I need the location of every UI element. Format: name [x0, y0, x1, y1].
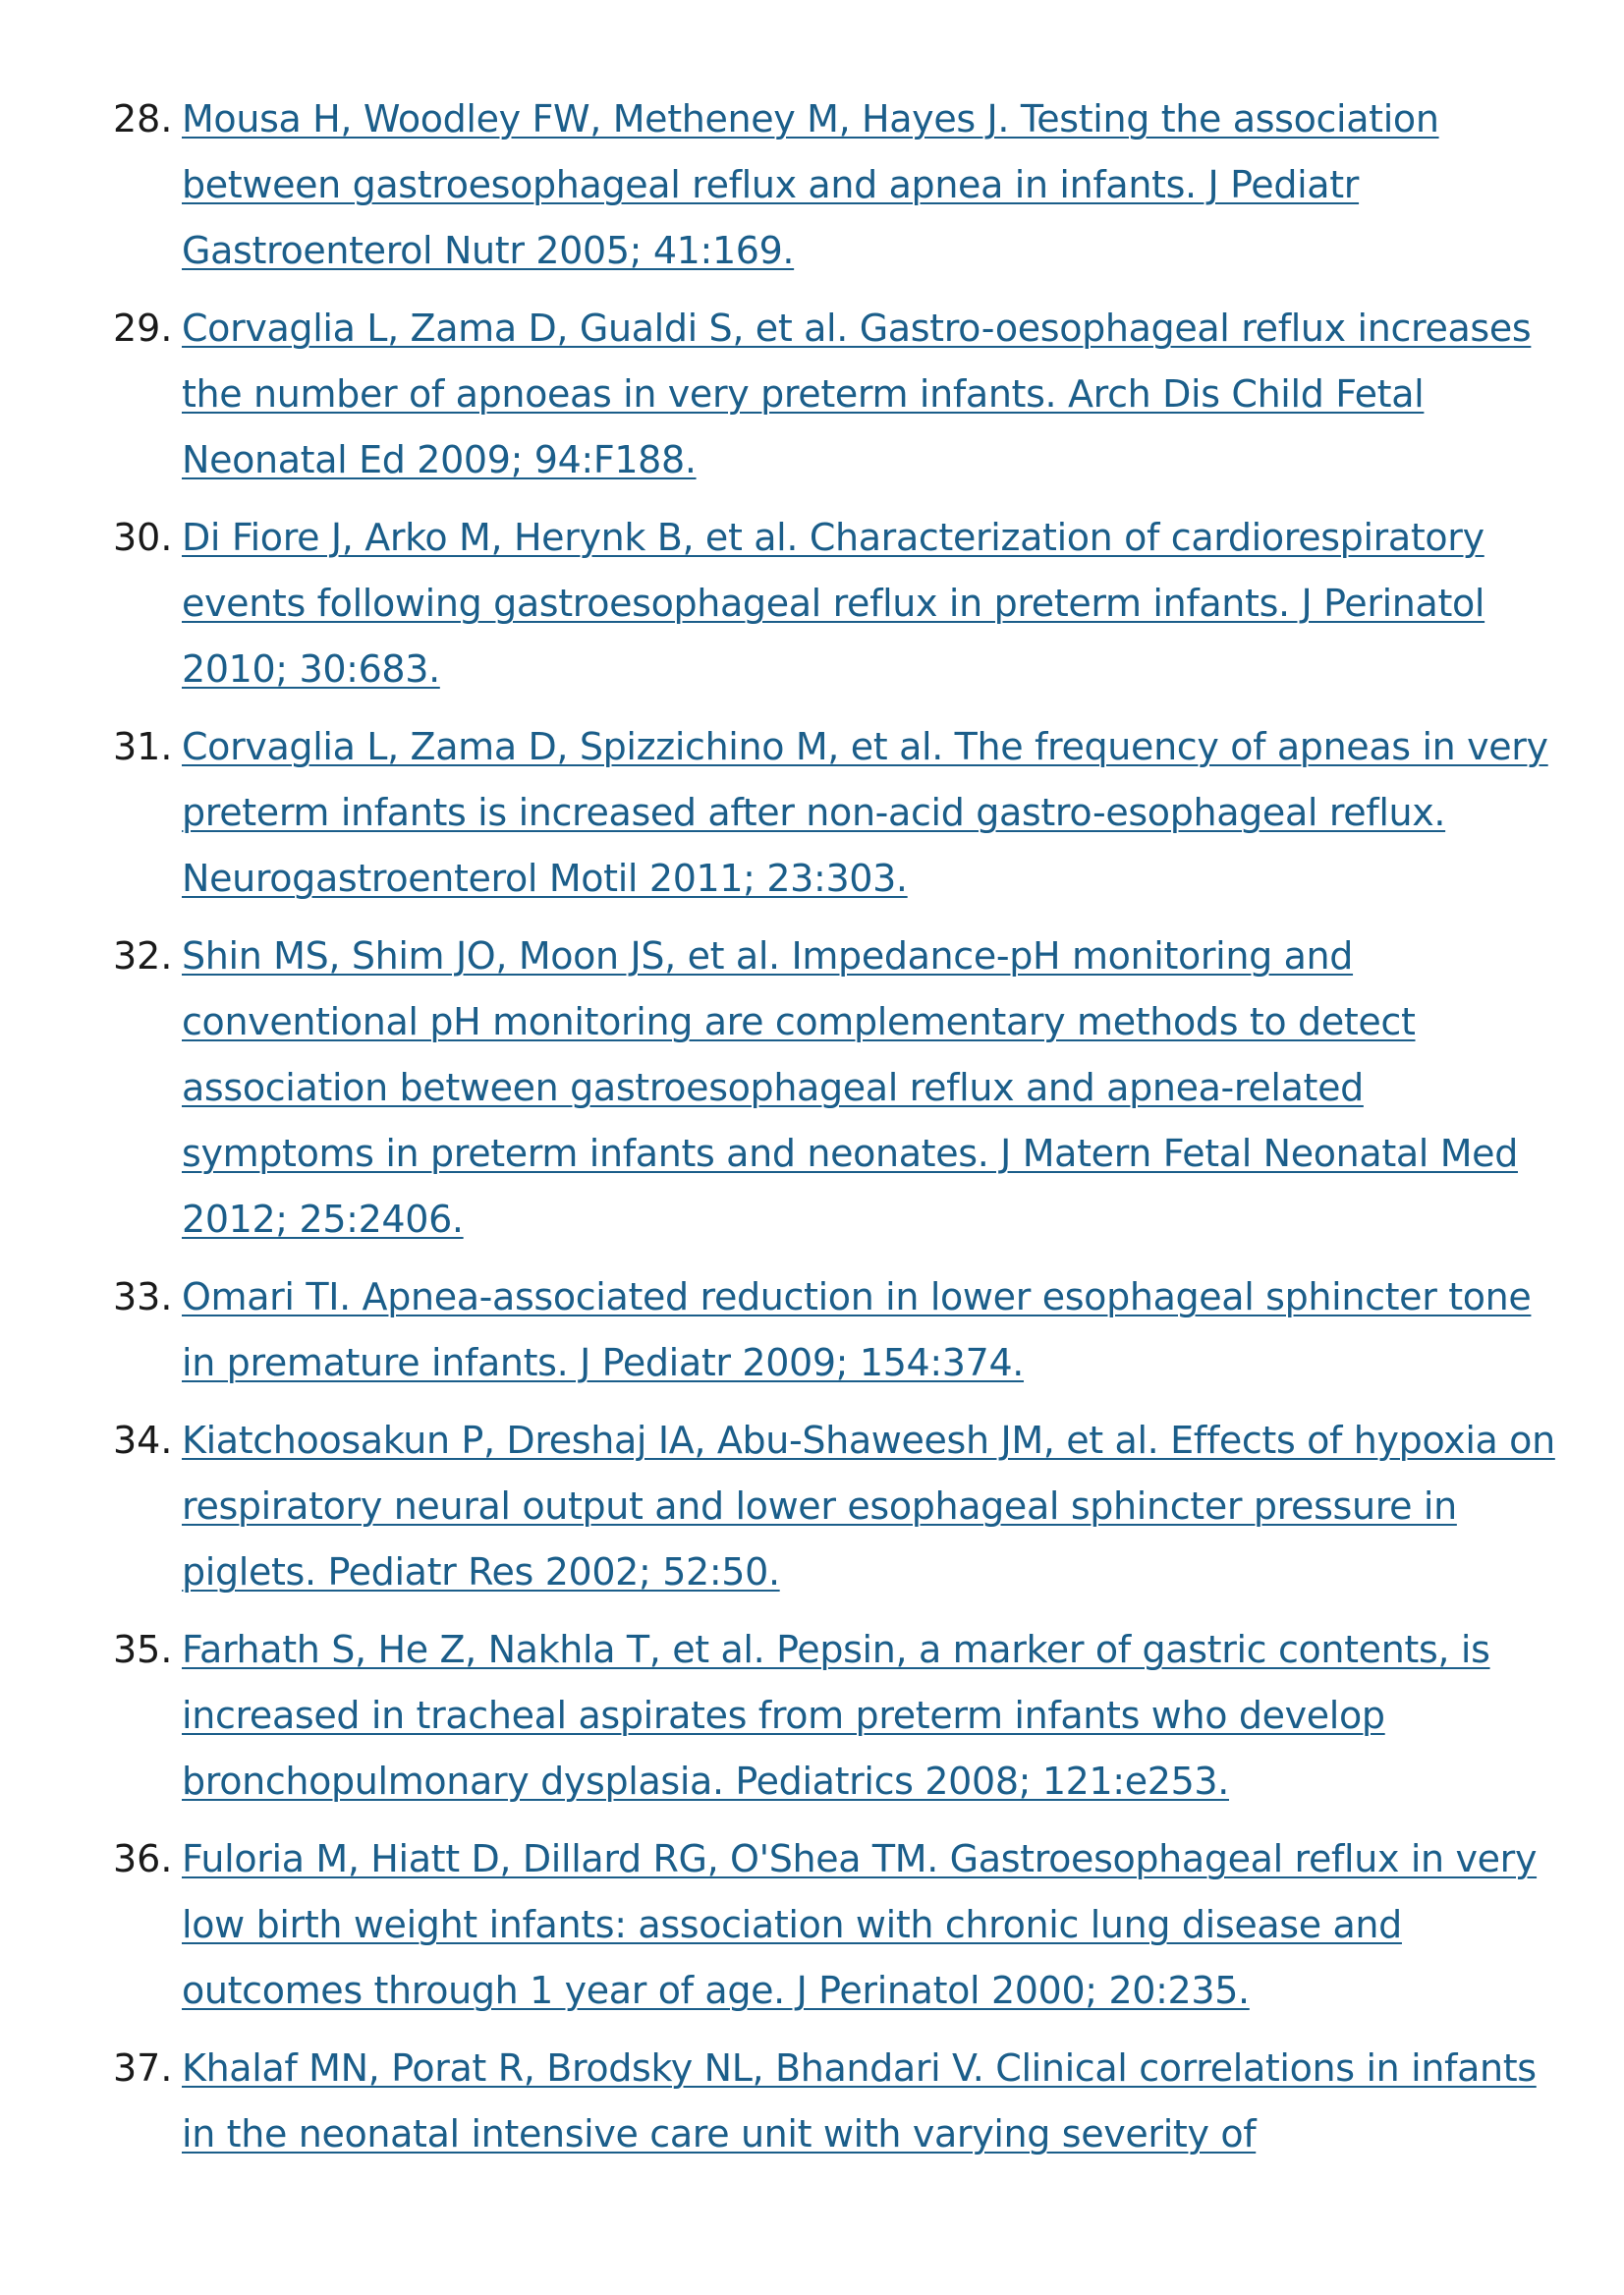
reference-number: 28.: [113, 97, 173, 140]
reference-number: 31.: [113, 725, 173, 768]
reference-link[interactable]: Corvaglia L, Zama D, Gualdi S, et al. Gastro-oesophageal reflux increases the number of apnoeas in very preterm infants. Arch Dis Child Fetal Neonatal Ed 2009; 94:F188.: [182, 307, 1532, 481]
reference-number: 33.: [113, 1275, 173, 1318]
reference-link[interactable]: Mousa H, Woodley FW, Metheney M, Hayes J. Testing the association between gastroesophageal reflux and apnea in infants. J Pediatr Gastroenterol Nutr 2005; 41:169.: [182, 97, 1439, 272]
reference-number: 29.: [113, 307, 173, 350]
reference-link[interactable]: Corvaglia L, Zama D, Spizzichino M, et al. The frequency of apneas in very preterm infants is increased after non-acid gastro-esophageal reflux. Neurogastroenterol Motil 2011; 23:303.: [182, 725, 1548, 900]
reference-item-28: [113, 86, 1557, 284]
reference-item-36: [113, 1826, 1557, 2024]
reference-item-35: [113, 1617, 1557, 1815]
reference-link[interactable]: Di Fiore J, Arko M, Herynk B, et al. Characterization of cardiorespiratory events following gastroesophageal reflux in preterm infants. J Perinatol 2010; 30:683.: [182, 516, 1485, 691]
reference-item-33: [113, 1264, 1557, 1396]
reference-number: 34.: [113, 1419, 173, 1462]
reference-number: 37.: [113, 2046, 173, 2090]
reference-link[interactable]: Shin MS, Shim JO, Moon JS, et al. Impedance-pH monitoring and conventional pH monitoring are complementary methods to detect association between gastroesophageal reflux and apnea-related symptoms in preterm infants and neonates. J Matern Fetal Neonatal Med 2012; 25:2406.: [182, 934, 1518, 1241]
reference-item-30: [113, 505, 1557, 702]
reference-link[interactable]: Khalaf MN, Porat R, Brodsky NL, Bhandari V. Clinical correlations in infants in the neonatal intensive care unit with varying severity of: [182, 2046, 1537, 2155]
reference-link[interactable]: Farhath S, He Z, Nakhla T, et al. Pepsin, a marker of gastric contents, is increased in tracheal aspirates from preterm infants who develop bronchopulmonary dysplasia. Pediatrics 2008; 121:e253.: [182, 1628, 1490, 1803]
reference-item-34: [113, 1408, 1557, 1605]
reference-link[interactable]: Fuloria M, Hiatt D, Dillard RG, O'Shea TM. Gastroesophageal reflux in very low birth weight infants: association with chronic lung disease and outcomes through 1 year of age. J Perinatol 2000; 20:235.: [182, 1837, 1538, 2012]
reference-item-31: [113, 714, 1557, 912]
reference-number: 35.: [113, 1628, 173, 1671]
reference-list: [113, 86, 1557, 2179]
reference-number: 36.: [113, 1837, 173, 1880]
reference-link[interactable]: Kiatchoosakun P, Dreshaj IA, Abu-Shaweesh JM, et al. Effects of hypoxia on respiratory neural output and lower esophageal sphincter pressure in piglets. Pediatr Res 2002; 52:50.: [182, 1419, 1555, 1594]
reference-number: 32.: [113, 934, 173, 978]
reference-link[interactable]: Omari TI. Apnea-associated reduction in lower esophageal sphincter tone in premature infants. J Pediatr 2009; 154:374.: [182, 1275, 1532, 1384]
reference-number: 30.: [113, 516, 173, 559]
reference-item-32: [113, 924, 1557, 1253]
reference-item-37: [113, 2036, 1557, 2167]
reference-item-29: [113, 296, 1557, 493]
